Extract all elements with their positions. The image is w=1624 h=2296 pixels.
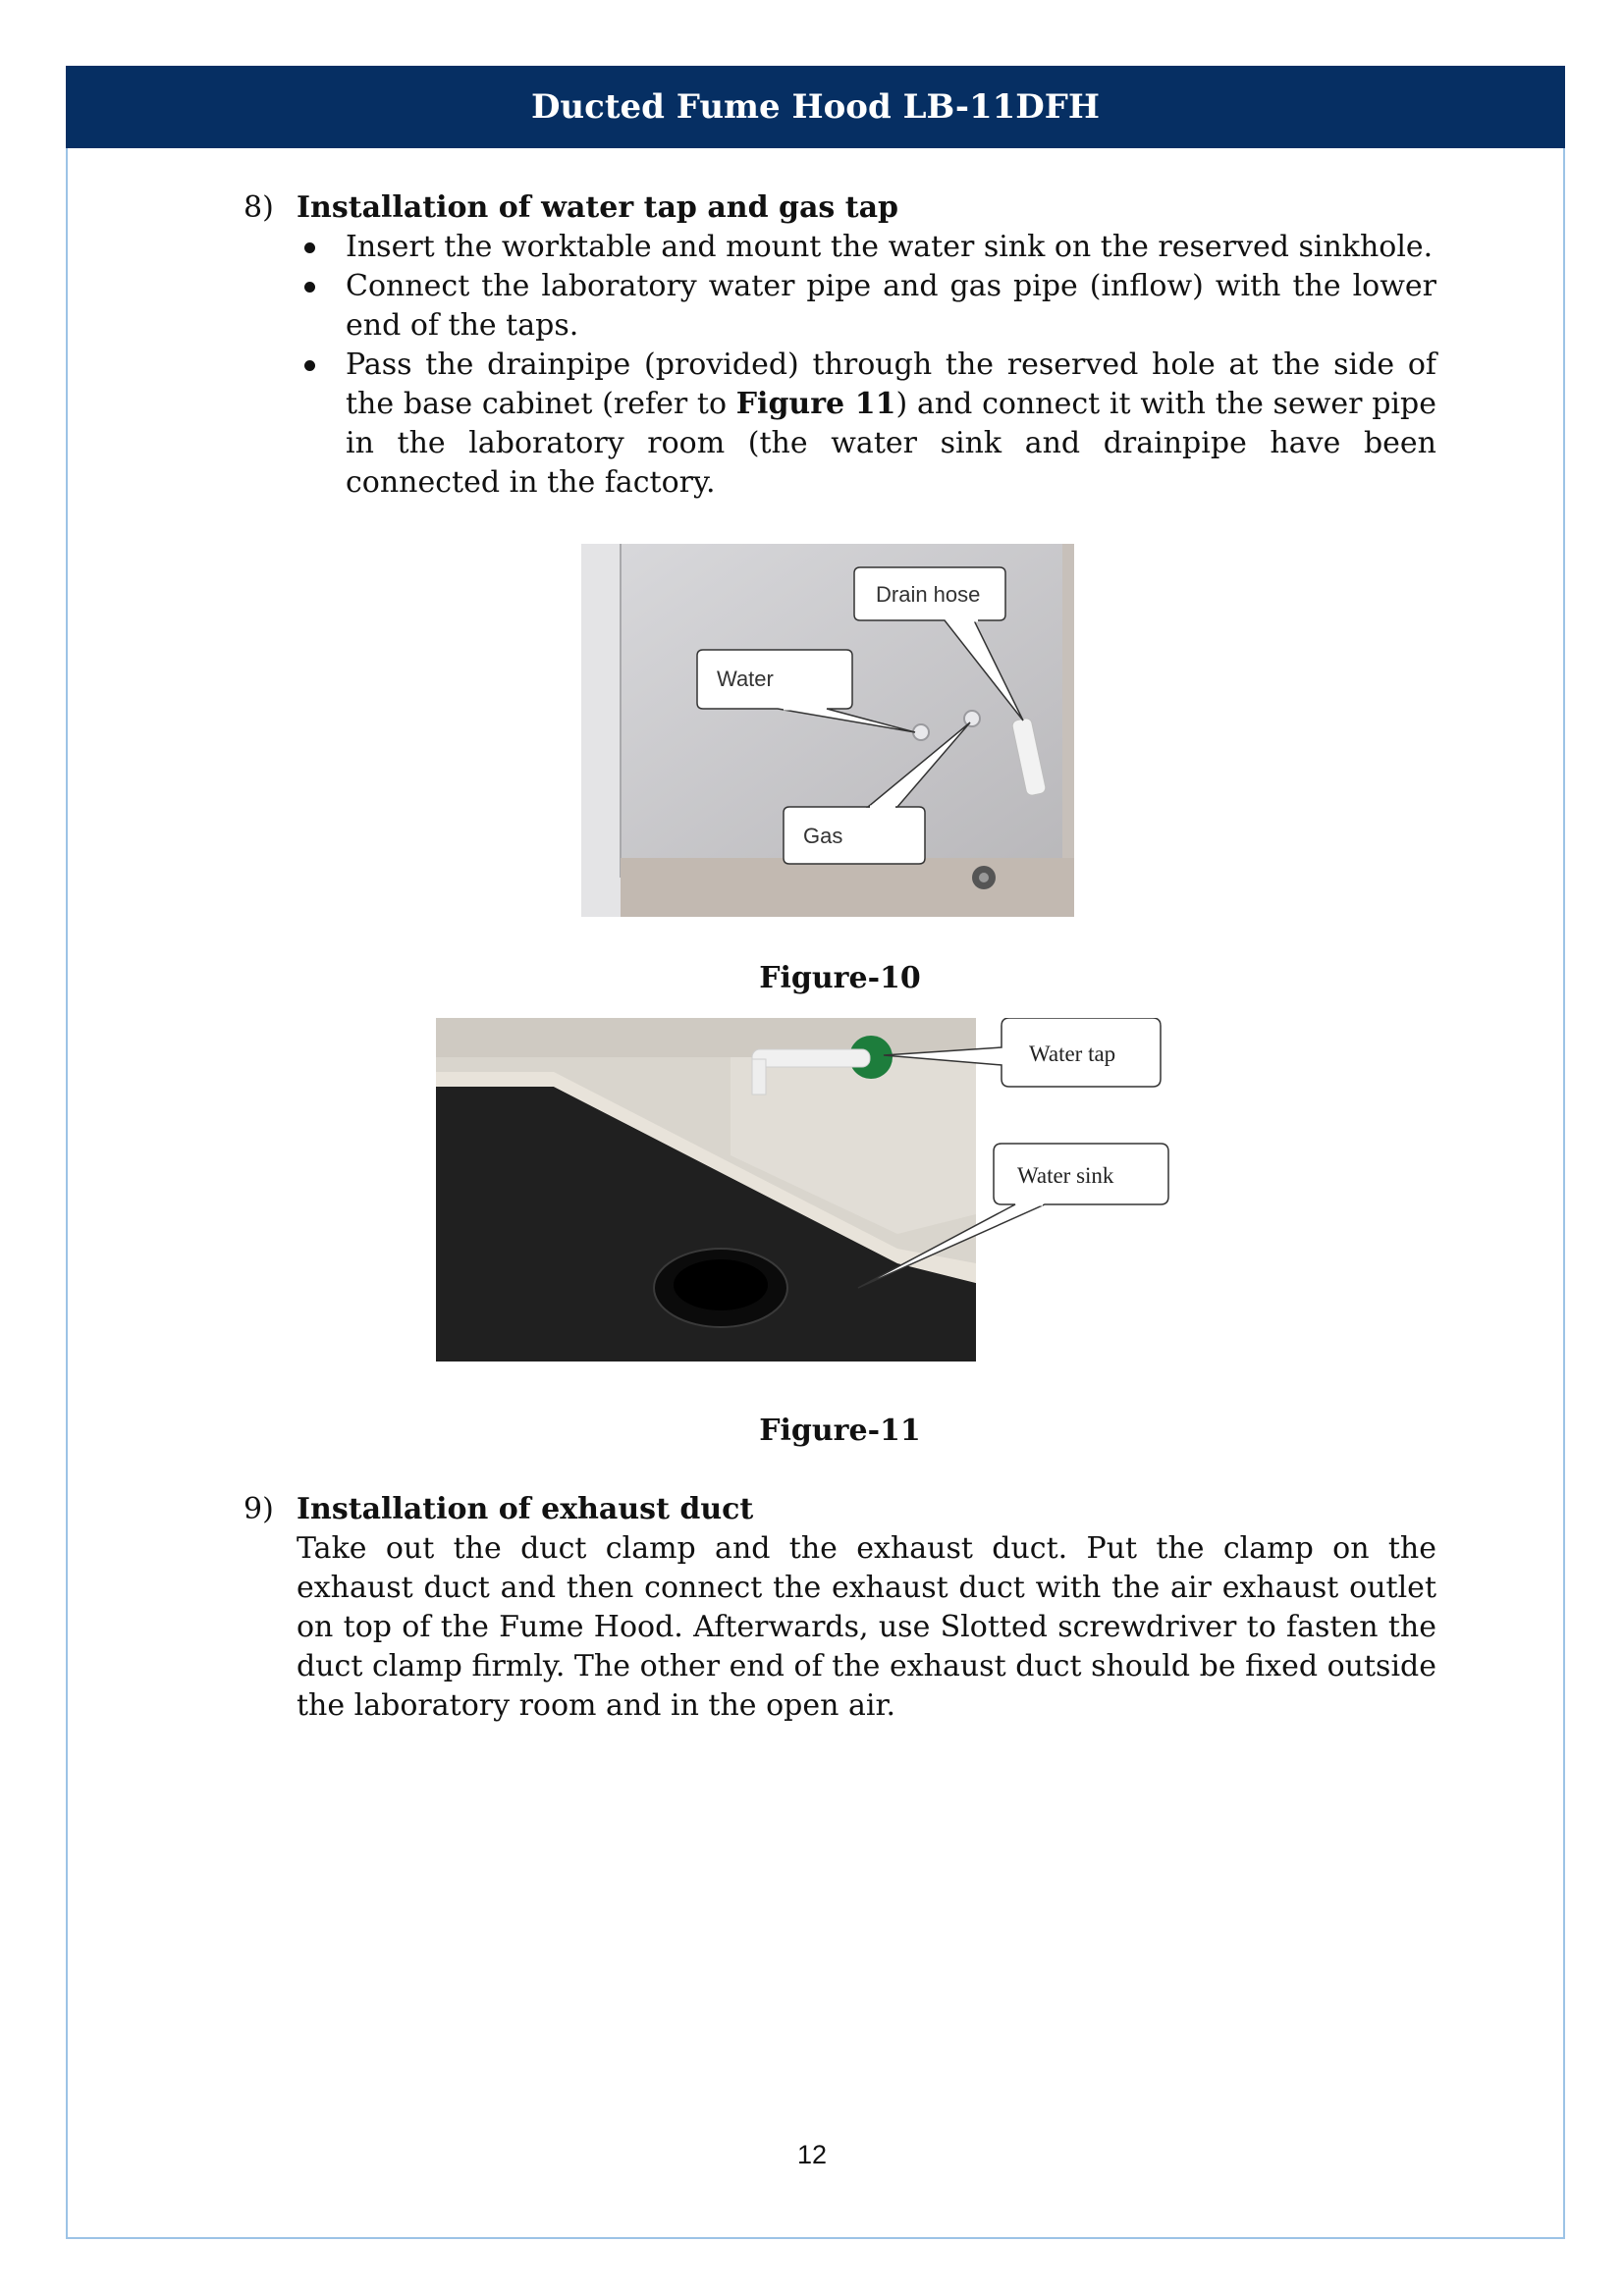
figure-10-photo — [581, 544, 1074, 917]
figure-11 — [244, 1018, 1436, 1372]
figure-11-photo — [436, 1018, 1170, 1362]
water-label: Water — [716, 667, 774, 691]
section-8-heading — [244, 188, 1436, 228]
section-8-bullet-list — [244, 228, 1436, 503]
water-sink-label: Water sink — [1016, 1163, 1113, 1188]
figure-11-caption: Figure-11 — [759, 1414, 921, 1448]
bullet-item — [297, 346, 1436, 503]
page-number: 12 — [796, 2140, 828, 2169]
page-header: Ducted Fume Hood LB-11DFH — [66, 66, 1565, 148]
section-8-title: Installation of water tap and gas tap — [297, 190, 899, 225]
section-9-number: 9) — [244, 1492, 274, 1526]
gas-label: Gas — [802, 824, 842, 848]
bullet-text: Pass the drainpipe (provided) through the reserved hole at the side of the base cabinet (refer to — [346, 347, 1436, 421]
bullet-item: Connect the laboratory water pipe and gas pipe (inflow) with the lower end of the taps. — [297, 267, 1436, 346]
page-content — [244, 188, 1436, 1726]
bullet-text: ) and connect it with the sewer pipe in the laboratory room (the water sink and drainpipe have been connected in the factory. — [346, 387, 1436, 500]
section-9-title: Installation of exhaust duct — [297, 1492, 754, 1526]
figure-10-caption: Figure-10 — [759, 961, 921, 995]
section-8-number: 8) — [244, 190, 274, 225]
figure-10 — [244, 544, 1436, 928]
bullet-item: Insert the worktable and mount the water sink on the reserved sinkhole. — [297, 228, 1436, 267]
drain-hose-label: Drain hose — [875, 582, 980, 607]
section-9-heading — [244, 1490, 1436, 1529]
figure-11-reference: Figure 11 — [735, 387, 896, 421]
section-9-body: Take out the duct clamp and the exhaust duct. Put the clamp on the exhaust duct and then connect the exhaust duct with the air exhaust outlet on top of the Fume Hood. Afterwards, use Slotted screwdriver to fasten the duct clamp firmly. The other end of the exhaust duct should be fixed outside the laboratory room and in the open air. — [297, 1531, 1436, 1723]
water-tap-label: Water tap — [1028, 1041, 1115, 1066]
